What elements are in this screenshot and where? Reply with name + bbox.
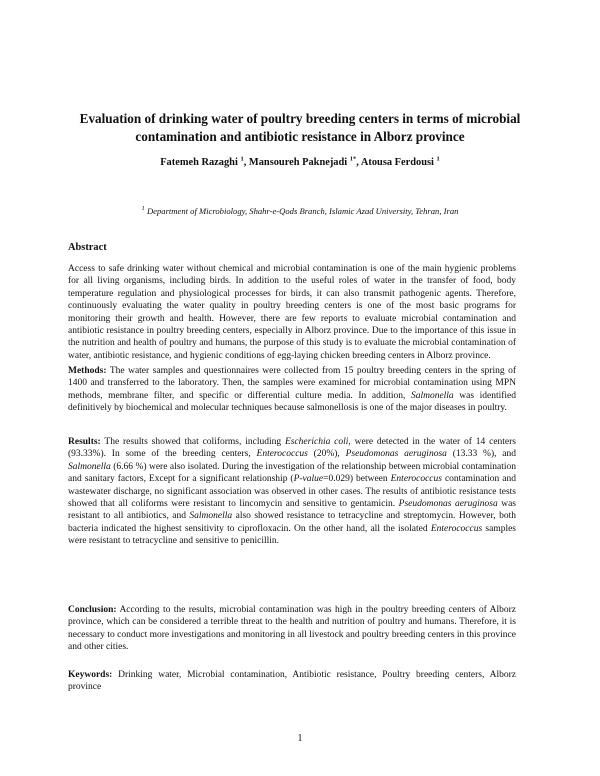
results-text: (6.66 %) were also isolated. During the investigation of the relationship between microbial contamination and sanitary factors, Except for a significant relationship ( [68,461,516,485]
species-name: Salmonella [68,461,111,472]
conclusion-paragraph [68,604,516,654]
affiliation-mark: 1 [141,205,145,213]
species-name: Pseudomonas aeruginosa [398,499,498,510]
species-name: Salmonella [189,511,233,522]
abstract-intro: Access to safe drinking water without chemical and microbial contamination is one of the main hygienic problems for all living organisms, including birds. In addition to the useful roles of water in the transfer of food, body temperature regulation and physiological processes for birds, it can also transmit pathogenic agents. Therefore, continuously evaluating the water quality in poultry breeding centers is one of the most basic programs for monitoring their growth and health. However, there are few reports to evaluate microbial contamination and antibiotic resistance in poultry breeding centers, especially in Alborz province. Due to the importance of this issue in the nutrition and health of poultry and humans, the purpose of this study is to evaluate the microbial contamination of water, antibiotic resistance, and hygienic conditions of egg-laying chicken breeding centers in Alborz province. [68,264,516,361]
keywords-paragraph [68,669,516,694]
author-name: Fatemeh Razaghi [160,157,238,168]
conclusion-text: According to the results, microbial contamination was high in the poultry breeding centers of Alborz province, which can be considered a terrible threat to the health and nutrition of poultry and humans. Therefore, it is necessary to conduct more investigations and monitoring in all livestock and poultry breeding centers in this province and other cities. [68,605,516,653]
results-text: also showed resistance to tetracycline and streptomycin. However, both bacteria indicated the highest sensitivity to ciprofloxacin. On the other hand, all the isolated [68,511,516,534]
methods-label: Methods: [68,366,107,376]
results-text: contamination and wastewater discharge, no significant association was observed in other cases. The results of antibiotic resistance tests showed that all coliforms were resistant to lincomycin and sensitive to gentamicin. [68,474,516,510]
species-name: Pseudomonas aeruginosa [345,449,447,460]
methods-paragraph [68,365,516,415]
p-value-label: P-value [293,474,324,485]
author-separator: , [356,157,361,168]
paper-title: Evaluation of drinking water of poultry breeding centers in terms of microbial contamination and antibiotic resistance in Alborz province [79,111,521,144]
results-text: (13.33 %), and [446,449,516,460]
species-name: Enterococcus [390,474,442,485]
results-text: , were detected in the water of 14 centers (93.33%). In some of the breeding centers, [68,437,517,460]
methods-text: The water samples and questionnaires were collected from 15 poultry breeding centers in the spring of 1400 and transferred to the laboratory. Then, the samples were examined for microbial contamination using MPN methods, membrane filter, and specific or differential culture media. In addition, [68,366,516,401]
author-name: Atousa Ferdousi [360,157,434,168]
results-paragraph [68,436,516,548]
abstract-heading: Abstract [68,242,107,253]
keywords-label: Keywords: [68,670,113,680]
results-label: Results: [68,437,101,447]
keywords-text: Drinking water, Microbial contamination, Antibiotic resistance, Poultry breeding centers, Alborz province [68,670,516,693]
author-affiliation-mark: 1 [436,155,440,163]
conclusion-label: Conclusion: [68,605,117,615]
species-name: Escherichia coli [284,437,349,447]
author-affiliation-mark: 1* [349,155,357,163]
species-name: Enterococcus [256,449,308,460]
affiliation [70,206,530,216]
methods-text: was identified definitively by biochemical and molecular techniques because salmonellosis is one of the major diseases in poultry. [68,390,516,414]
results-text: =0.029) between [323,474,391,485]
results-text: The results showed that coliforms, including [100,437,285,447]
results-text: was resistant to all antibiotics, and [68,499,517,522]
author-affiliation-mark: 1 [240,155,244,163]
species-name: Enterococcus [430,523,483,534]
author-separator: , [243,157,249,168]
species-name: Salmonella [410,390,454,401]
affiliation-text: Department of Microbiology, Shahr-e-Qods Branch, Islamic Azad University, Tehran, Iran [146,206,459,216]
results-text: samples were resistant to tetracycline and sensitive to penicillin. [68,523,517,547]
author-name: Mansoureh Paknejadi [248,157,348,168]
page-number: 1 [297,733,303,744]
author-list [70,157,530,168]
results-text: (20%), [307,449,346,460]
